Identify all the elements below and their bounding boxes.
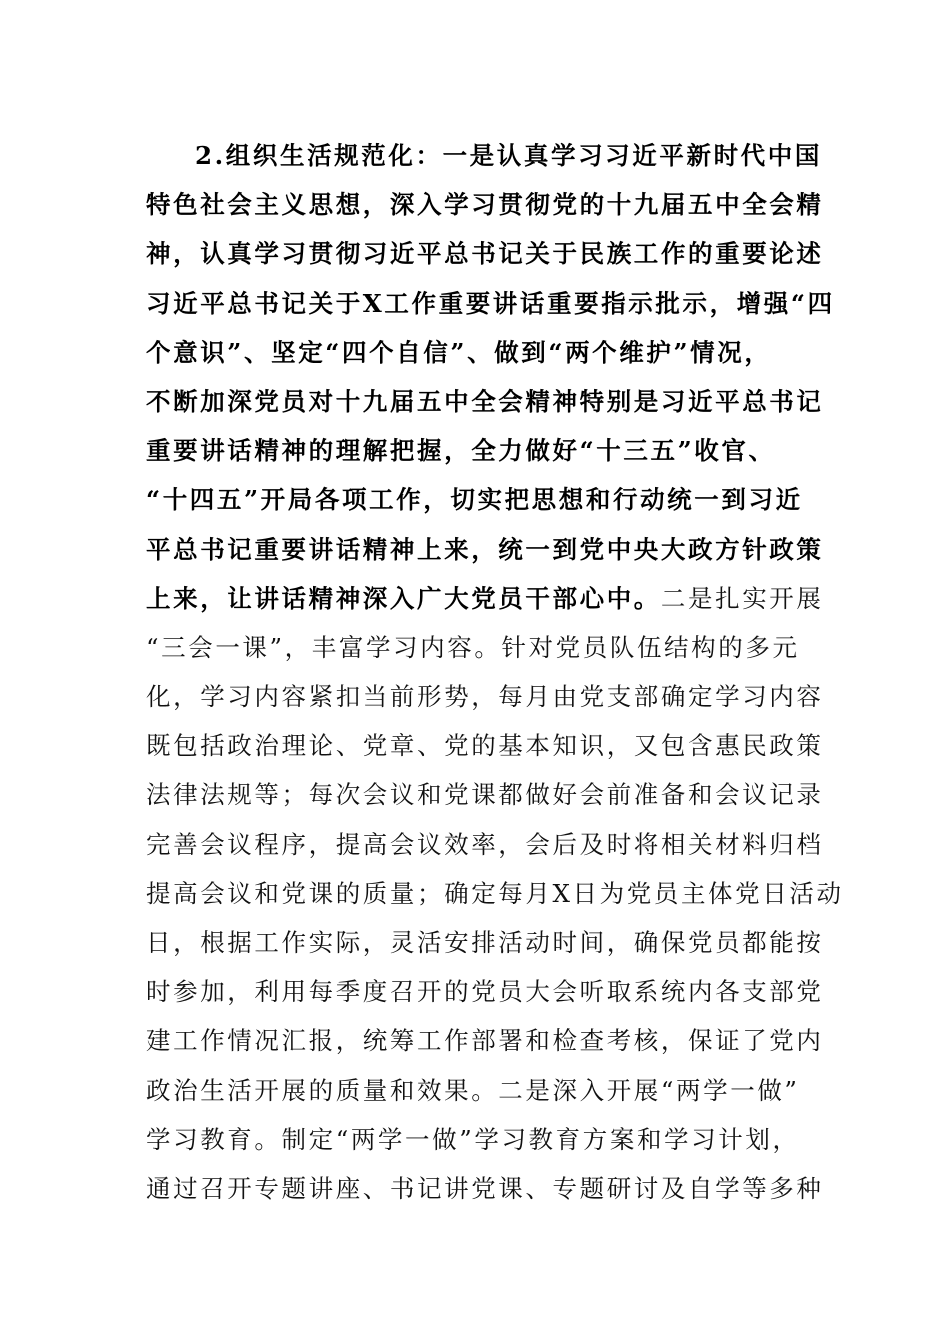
text-line [146, 180, 824, 229]
normal-text: 提高会议和党课的质量；确定每月X日为党员主体党日活动 [146, 878, 844, 908]
text-line [146, 1016, 824, 1065]
text-line [146, 426, 806, 475]
text-line [146, 770, 824, 819]
bold-text: 特色社会主义思想，深入学习贯彻党的十九届五中全会精 [146, 190, 824, 220]
bold-text: “十四五”开局各项工作，切实把思想和行动统一到习近 [146, 485, 803, 515]
text-line [146, 1164, 824, 1213]
bold-text: 习近平总书记关于X工作重要讲话重要指示批示，增强“四 [146, 288, 835, 318]
text-line [146, 377, 824, 426]
text-line [146, 918, 824, 967]
normal-text: 化，学习内容紧扣当前形势，每月由党支部确定学习内容 [146, 682, 824, 712]
text-line [146, 869, 844, 918]
text-line [146, 525, 824, 574]
normal-text: 政治生活开展的质量和效果。二是深入开展“两学一做” [146, 1075, 800, 1105]
text-line [146, 967, 824, 1016]
bold-text: 个意识”、坚定“四个自信”、做到“两个维护”情况， [146, 337, 772, 367]
normal-text: 法律法规等；每次会议和党课都做好会前准备和会议记录 [146, 780, 824, 810]
text-line [146, 279, 835, 328]
normal-text: 完善会议程序，提高会议效率，会后及时将相关材料归档 [146, 829, 824, 859]
text-line [146, 574, 824, 623]
bold-text: 平总书记重要讲话精神上来，统一到党中央大政方针政策 [146, 534, 824, 564]
text-line [146, 229, 824, 278]
text-line [146, 1066, 806, 1115]
body-paragraph [146, 131, 844, 1213]
normal-text: 二是扎实开展 [660, 583, 824, 613]
bold-text: 重要讲话精神的理解把握，全力做好“十三五”收官、 [146, 436, 776, 466]
text-line [146, 328, 806, 377]
bold-text: 神，认真学习贯彻习近平总书记关于民族工作的重要论述 [146, 239, 824, 269]
text-line [146, 1115, 806, 1164]
bold-text: 不断加深党员对十九届五中全会精神特别是习近平总书记 [146, 386, 824, 416]
normal-text: 时参加，利用每季度召开的党员大会听取系统内各支部党 [146, 977, 824, 1007]
normal-text: “三会一课”，丰富学习内容。针对党员队伍结构的多元 [146, 632, 800, 662]
normal-text: 学习教育。制定“两学一做”学习教育方案和学习计划， [146, 1124, 800, 1154]
text-line [146, 721, 824, 770]
bold-text: 2.组织生活规范化：一是认真学习习近平新时代中国 [195, 141, 822, 170]
text-line [146, 475, 806, 524]
normal-text: 建工作情况汇报，统筹工作部署和检查考核，保证了党内 [146, 1026, 824, 1056]
text-line [146, 623, 806, 672]
normal-text: 既包括政治理论、党章、党的基本知识，又包含惠民政策 [146, 731, 824, 761]
text-line [146, 672, 824, 721]
bold-text: 上来，让讲话精神深入广大党员干部心中。 [146, 583, 661, 613]
normal-text: 日，根据工作实际，灵活安排活动时间，确保党员都能按 [146, 928, 824, 957]
normal-text: 通过召开专题讲座、书记讲党课、专题研讨及自学等多种 [146, 1173, 824, 1203]
text-line [146, 820, 824, 869]
text-line [146, 131, 822, 180]
